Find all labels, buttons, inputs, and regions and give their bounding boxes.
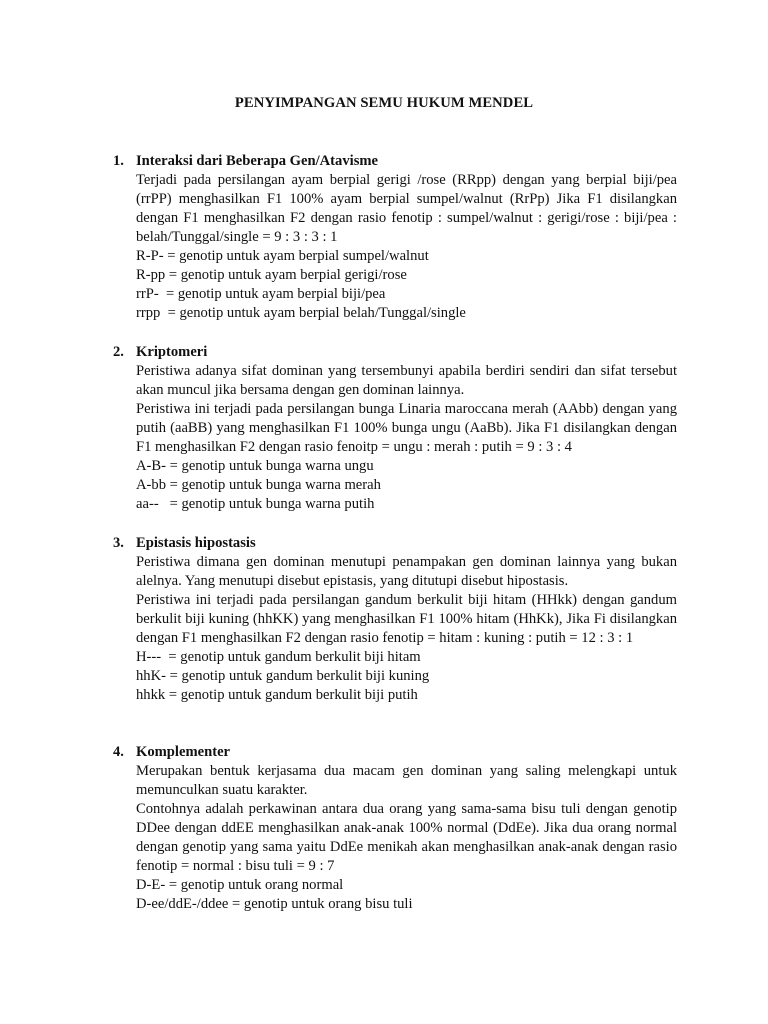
section-number: 4. xyxy=(113,744,124,760)
genotype-line: rrpp = genotip untuk ayam berpial belah/Tunggal/single xyxy=(136,305,466,321)
section-paragraph: Contohnya adalah perkawinan antara dua orang yang sama-sama bisu tuli dengan genotip DDee dengan ddEE menghasilkan anak-anak 100% normal (DdEe). Jika dua orang normal dengan genotip yang sama yaitu DdEe menikah akan menghasilkan anak-anak dengan rasio fenotip = normal : bisu tuli = 9 : 7 xyxy=(136,801,677,874)
section-number: 3. xyxy=(113,535,124,551)
document-title: PENYIMPANGAN SEMU HUKUM MENDEL xyxy=(234,95,534,111)
section-body xyxy=(136,343,677,514)
section-paragraph: Terjadi pada persilangan ayam berpial gerigi /rose (RRpp) dengan yang berpial biji/pea (rrPP) menghasilkan F1 100% ayam berpial sumpel/walnut (RrPp) Jika F1 disilangkan dengan F1 menghasilkan F2 dengan rasio fenotip : sumpel/walnut : gerigi/rose : biji/pea : belah/Tunggal/single = 9 : 3 : 3 : 1 xyxy=(136,172,677,245)
section-paragraph: Merupakan bentuk kerjasama dua macam gen dominan yang saling melengkapi untuk memunculkan suatu karakter. xyxy=(136,763,677,798)
section-heading: Epistasis hipostasis xyxy=(136,535,256,551)
genotype-line: hhkk = genotip untuk gandum berkulit biji putih xyxy=(136,687,418,703)
section-number: 1. xyxy=(113,153,124,169)
section-paragraph: Peristiwa dimana gen dominan menutupi penampakan gen dominan lainnya yang bukan alelnya. Yang menutupi disebut epistasis, yang ditutupi disebut hipostasis. xyxy=(136,554,677,589)
genotype-line: H--- = genotip untuk gandum berkulit biji hitam xyxy=(136,649,421,665)
genotype-line: aa-- = genotip untuk bunga warna putih xyxy=(136,496,375,512)
section-number: 2. xyxy=(113,344,124,360)
section-paragraph: Peristiwa ini terjadi pada persilangan gandum berkulit biji hitam (HHkk) dengan gandum berkulit biji kuning (hhKK) yang menghasilkan F1 100% hitam (HhKk), Jika Fi disilangkan dengan F1 menghasilkan F2 dengan rasio fenotip = hitam : kuning : putih = 12 : 3 : 1 xyxy=(136,592,677,646)
genotype-line: D-E- = genotip untuk orang normal xyxy=(136,877,344,893)
genotype-line: A-bb = genotip untuk bunga warna merah xyxy=(136,477,381,493)
genotype-line: R-P- = genotip untuk ayam berpial sumpel/walnut xyxy=(136,248,429,264)
genotype-line: R-pp = genotip untuk ayam berpial gerigi/rose xyxy=(136,267,407,283)
section-body xyxy=(136,152,677,323)
section-heading: Komplementer xyxy=(136,744,231,760)
section-heading: Interaksi dari Beberapa Gen/Atavisme xyxy=(136,153,379,169)
section-paragraph: Peristiwa ini terjadi pada persilangan bunga Linaria maroccana merah (AAbb) dengan yang putih (aaBB) yang menghasilkan F1 100% bunga ungu (AaBb). Jika F1 disilangkan dengan F1 menghasilkan F2 dengan rasio fenoitp = ungu : merah : putih = 9 : 3 : 4 xyxy=(136,401,677,455)
section-body xyxy=(136,743,677,914)
section-heading: Kriptomeri xyxy=(136,344,208,360)
genotype-line: A-B- = genotip untuk bunga warna ungu xyxy=(136,458,374,474)
genotype-line: hhK- = genotip untuk gandum berkulit biji kuning xyxy=(136,668,430,684)
genotype-line: D-ee/ddE-/ddee = genotip untuk orang bisu tuli xyxy=(136,896,413,912)
section-paragraph: Peristiwa adanya sifat dominan yang tersembunyi apabila berdiri sendiri dan sifat tersebut akan muncul jika bersama dengan gen dominan lainnya. xyxy=(136,363,677,398)
genotype-line: rrP- = genotip untuk ayam berpial biji/pea xyxy=(136,286,386,302)
section-body xyxy=(136,534,677,705)
